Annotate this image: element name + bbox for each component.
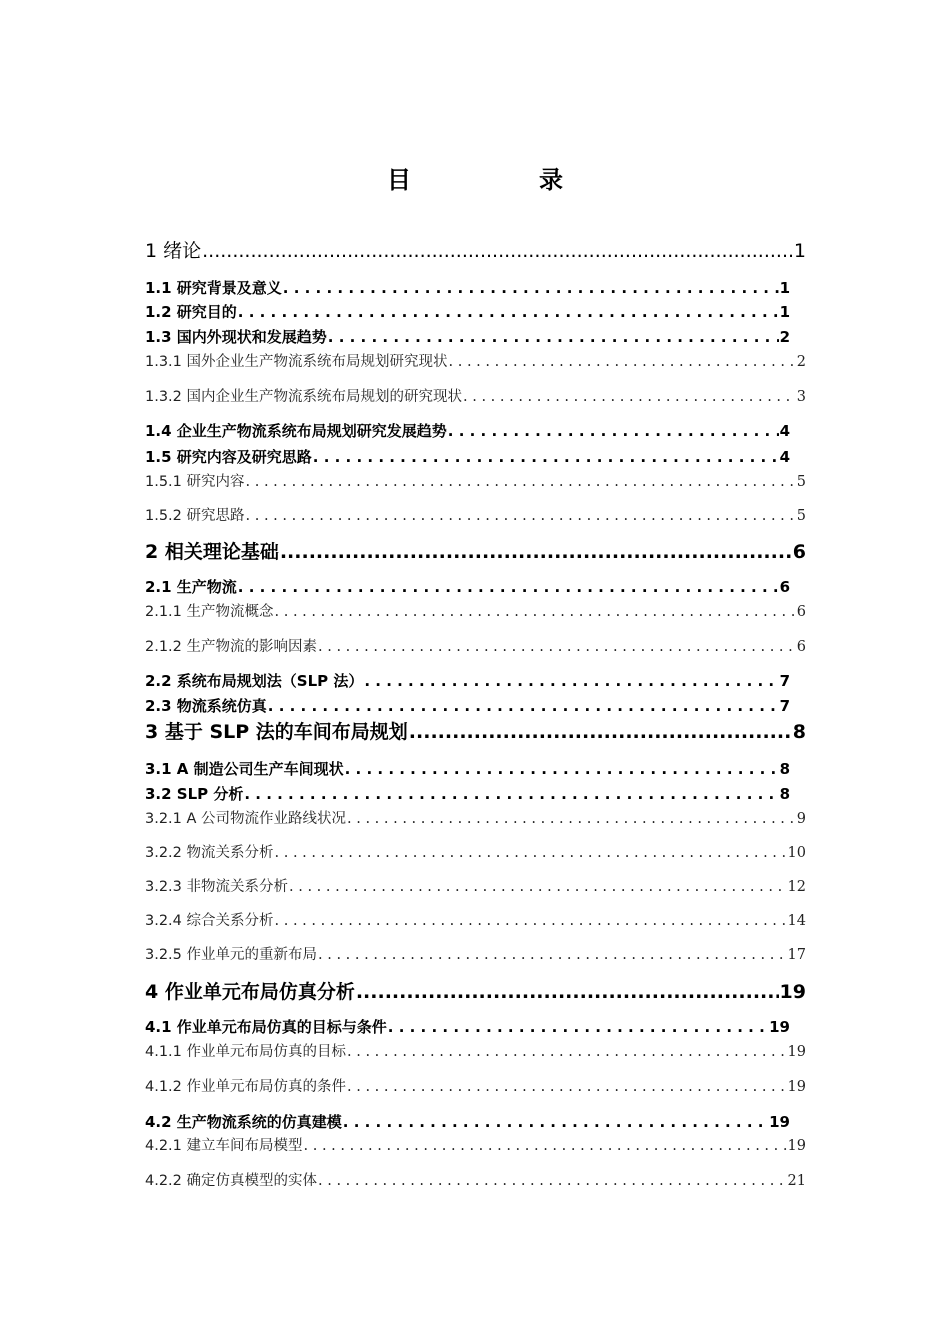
toc-leader-dots xyxy=(275,605,796,620)
toc-entry-label: 3.2.5 作业单元的重新布局 xyxy=(145,947,318,963)
toc-leader-dots xyxy=(388,1020,768,1035)
toc-leader-dots xyxy=(328,330,779,345)
toc-entry-label: 4.2 生产物流系统的仿真建模 xyxy=(145,1113,342,1131)
toc-entry[interactable] xyxy=(145,281,790,296)
toc-entry[interactable] xyxy=(145,787,790,802)
toc-entry-label: 2 相关理论基础 xyxy=(145,541,279,563)
toc-entry-page: 8 xyxy=(779,785,790,803)
toc-leader-dots xyxy=(275,846,787,861)
toc-entry-page: 4 xyxy=(779,422,790,440)
toc-entry-label: 1.2 研究目的 xyxy=(145,303,237,321)
toc-entry[interactable] xyxy=(145,762,790,777)
toc-entry-page: 3 xyxy=(796,389,806,405)
toc-entry-page: 14 xyxy=(787,913,806,929)
toc-entry-page: 19 xyxy=(787,1138,806,1154)
toc-entry-page: 1 xyxy=(779,303,790,321)
toc-entry-label: 1.5.2 研究思路 xyxy=(145,508,245,524)
toc-entry[interactable] xyxy=(145,305,790,320)
toc-leader-dots xyxy=(345,762,779,777)
toc-leader-dots xyxy=(238,580,779,595)
toc-entry[interactable] xyxy=(145,605,806,620)
toc-entry[interactable] xyxy=(145,914,806,929)
toc-leader-dots xyxy=(318,948,787,963)
toc-entry[interactable] xyxy=(145,1174,806,1189)
toc-leader-dots xyxy=(275,914,787,929)
toc-entry-page: 5 xyxy=(796,474,806,490)
toc-entry-label: 1.5 研究内容及研究思路 xyxy=(145,448,312,466)
toc-leader-dots xyxy=(356,983,779,1002)
toc-entry[interactable] xyxy=(145,355,806,370)
toc-entry[interactable] xyxy=(145,880,806,895)
toc-entry-label: 2.2 系统布局规划法（SLP 法） xyxy=(145,672,364,690)
toc-entry-label: 1.1 研究背景及意义 xyxy=(145,279,282,297)
toc-entry-label: 2.1 生产物流 xyxy=(145,578,237,596)
toc-entry-label: 2.1.2 生产物流的影响因素 xyxy=(145,639,318,655)
toc-leader-dots xyxy=(280,543,792,562)
toc-entry[interactable] xyxy=(145,390,806,405)
toc-entry[interactable] xyxy=(145,812,806,827)
toc-leader-dots xyxy=(318,1174,787,1189)
toc-entry[interactable] xyxy=(145,983,806,1002)
toc-leader-dots xyxy=(364,674,778,689)
toc-leader-dots xyxy=(449,355,796,370)
toc-entry[interactable] xyxy=(145,1115,790,1130)
toc-entry[interactable] xyxy=(145,640,806,655)
toc-entry-page: 8 xyxy=(779,760,790,778)
toc-entry-page: 6 xyxy=(779,578,790,596)
toc-entry-page: 1 xyxy=(779,279,790,297)
toc-entry-page: 6 xyxy=(792,541,806,563)
toc-entry-page: 6 xyxy=(796,639,806,655)
toc-entry[interactable] xyxy=(145,330,790,345)
page-title: 目 录 xyxy=(387,166,615,194)
toc-leader-dots xyxy=(347,812,796,827)
toc-entry-label: 4.1.1 作业单元布局仿真的目标 xyxy=(145,1044,347,1060)
toc-leader-dots xyxy=(246,509,796,524)
toc-entry[interactable] xyxy=(145,580,790,595)
toc-leader-dots xyxy=(343,1115,768,1130)
toc-entry-label: 3.2 SLP 分析 xyxy=(145,785,244,803)
toc-entry-page: 1 xyxy=(793,240,806,262)
toc-entry-label: 3.1 A 制造公司生产车间现状 xyxy=(145,760,344,778)
toc-entry[interactable] xyxy=(145,242,806,261)
toc-entry-label: 4 作业单元布局仿真分析 xyxy=(145,981,355,1003)
toc-entry-page: 19 xyxy=(769,1018,790,1036)
toc-entry-label: 3.2.4 综合关系分析 xyxy=(145,913,274,929)
toc-entry-page: 19 xyxy=(787,1044,806,1060)
toc-leader-dots xyxy=(448,424,779,439)
toc-leader-dots xyxy=(268,699,779,714)
toc-entry-page: 8 xyxy=(792,721,806,743)
toc-leader-dots xyxy=(283,281,779,296)
toc-entry-label: 3.2.2 物流关系分析 xyxy=(145,845,274,861)
toc-leader-dots xyxy=(463,390,796,405)
toc-entry[interactable] xyxy=(145,948,806,963)
toc-entry-page: 19 xyxy=(779,981,806,1003)
toc-entry-label: 2.3 物流系统仿真 xyxy=(145,697,267,715)
toc-entry-page: 9 xyxy=(796,811,806,827)
toc-entry-label: 4.1 作业单元布局仿真的目标与条件 xyxy=(145,1018,387,1036)
toc-entry[interactable] xyxy=(145,1139,806,1154)
toc-entry[interactable] xyxy=(145,723,806,742)
toc-entry[interactable] xyxy=(145,475,806,490)
toc-entry-page: 5 xyxy=(796,508,806,524)
toc-entry-label: 2.1.1 生产物流概念 xyxy=(145,604,274,620)
toc-leader-dots xyxy=(409,723,792,742)
toc-entry[interactable] xyxy=(145,509,806,524)
toc-entry-page: 7 xyxy=(779,697,790,715)
toc-entry-page: 6 xyxy=(796,604,806,620)
toc-entry-page: 2 xyxy=(796,354,806,370)
toc-leader-dots xyxy=(289,880,787,895)
toc-leader-dots xyxy=(347,1080,787,1095)
toc-entry-page: 17 xyxy=(787,947,806,963)
toc-entry-page: 4 xyxy=(779,448,790,466)
toc-entry-page: 19 xyxy=(769,1113,790,1131)
toc-entry-page: 19 xyxy=(787,1079,806,1095)
toc-entry-page: 7 xyxy=(779,672,790,690)
toc-leader-dots xyxy=(347,1045,787,1060)
toc-entry-label: 3.2.1 A 公司物流作业路线状况 xyxy=(145,811,347,827)
toc-entry-label: 1.3.1 国外企业生产物流系统布局规划研究现状 xyxy=(145,354,448,370)
toc-leader-dots xyxy=(313,450,779,465)
toc-entry-label: 1.3.2 国内企业生产物流系统布局规划的研究现状 xyxy=(145,389,463,405)
toc-entry-page: 12 xyxy=(787,879,806,895)
toc-entry-page: 2 xyxy=(779,328,790,346)
toc-entry-label: 3.2.3 非物流关系分析 xyxy=(145,879,289,895)
toc-entry-label: 1.4 企业生产物流系统布局规划研究发展趋势 xyxy=(145,422,447,440)
toc-entry-label: 4.2.2 确定仿真模型的实体 xyxy=(145,1173,318,1189)
toc-entry[interactable] xyxy=(145,1080,806,1095)
toc-entry-label: 4.2.1 建立车间布局模型 xyxy=(145,1138,303,1154)
toc-entry-label: 3 基于 SLP 法的车间布局规划 xyxy=(145,721,408,743)
toc-entry[interactable] xyxy=(145,699,790,714)
toc-entry-label: 1.3 国内外现状和发展趋势 xyxy=(145,328,327,346)
toc-leader-dots xyxy=(238,305,779,320)
toc-leader-dots xyxy=(318,640,796,655)
toc-entry[interactable] xyxy=(145,674,790,689)
toc-entry[interactable] xyxy=(145,450,790,465)
toc-entry-page: 21 xyxy=(787,1173,806,1189)
toc-entry-label: 1 绪论 xyxy=(145,240,202,262)
toc-leader-dots xyxy=(246,475,796,490)
toc-entry[interactable] xyxy=(145,846,806,861)
toc-entry[interactable] xyxy=(145,424,790,439)
toc-leader-dots xyxy=(304,1139,787,1154)
toc-entry-page: 10 xyxy=(787,845,806,861)
toc-entry[interactable] xyxy=(145,543,806,562)
toc-leader-dots xyxy=(202,242,793,261)
toc-entry-label: 4.1.2 作业单元布局仿真的条件 xyxy=(145,1079,347,1095)
toc-entry[interactable] xyxy=(145,1045,806,1060)
toc-leader-dots xyxy=(244,787,778,802)
toc-entry[interactable] xyxy=(145,1020,790,1035)
toc-entry-label: 1.5.1 研究内容 xyxy=(145,474,245,490)
